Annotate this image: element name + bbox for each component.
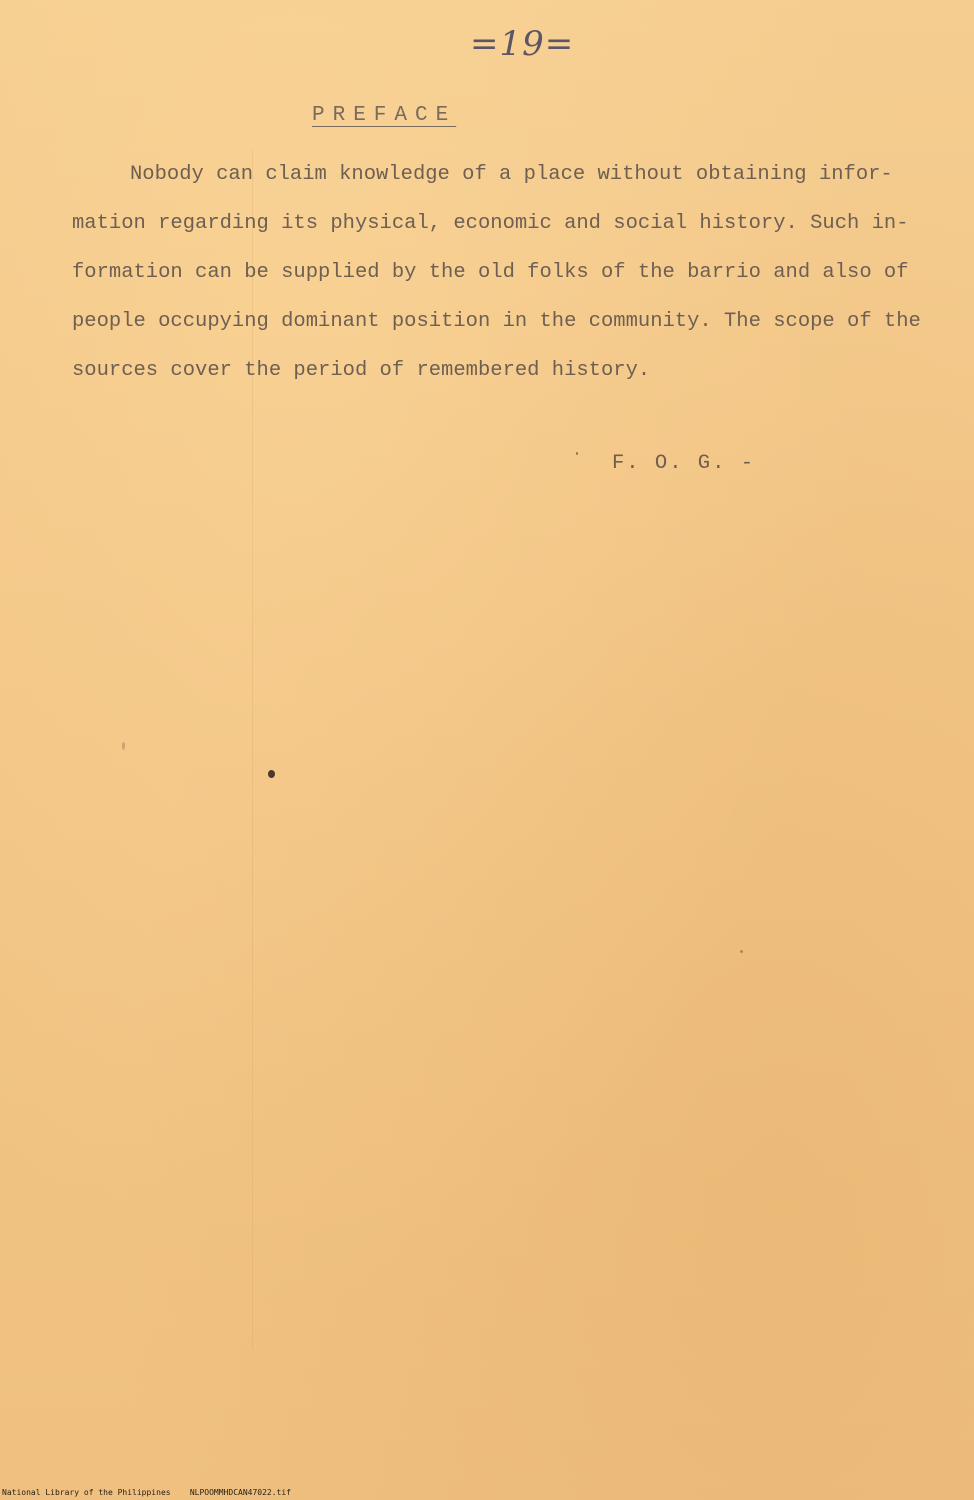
preface-paragraph	[72, 150, 922, 395]
ink-speck	[576, 452, 578, 455]
paragraph-line: people occupying dominant position in the community. The scope of the	[72, 310, 921, 333]
paragraph-line: sources cover the period of remembered history.	[72, 359, 651, 382]
page-title: PREFACE	[312, 104, 457, 127]
archive-footer	[2, 1488, 291, 1497]
file-name: NLPOOMMHDCAN47022.tif	[189, 1488, 291, 1497]
ink-speck	[268, 770, 275, 778]
library-credit: National Library of the Philippines	[2, 1488, 171, 1497]
paragraph-line: formation can be supplied by the old folks of the barrio and also of	[72, 261, 909, 284]
page-number: =19=	[470, 24, 575, 64]
paragraph-line: Nobody can claim knowledge of a place without obtaining infor-	[130, 163, 893, 186]
paragraph-line: mation regarding its physical, economic and social history. Such in-	[72, 212, 909, 235]
ink-speck	[740, 950, 743, 953]
ink-speck	[122, 742, 125, 750]
author-initials: F. O. G. -	[612, 452, 756, 475]
